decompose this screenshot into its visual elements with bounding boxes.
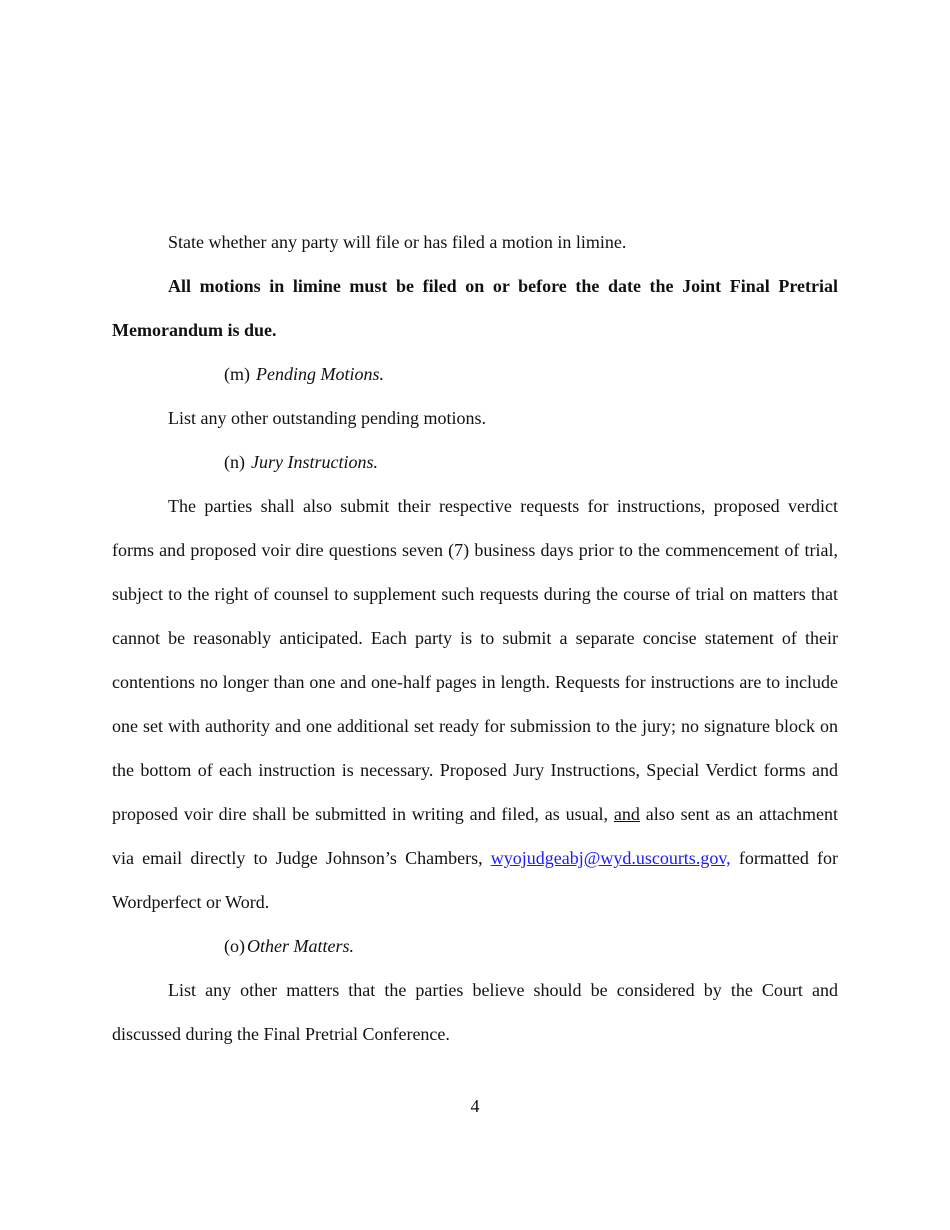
motion-in-limine-statement: State whether any party will file or has filed a motion in limine. bbox=[168, 232, 627, 252]
page-number: 4 bbox=[470, 1096, 480, 1116]
section-o-heading bbox=[112, 924, 838, 968]
section-o-body: List any other matters that the parties believe should be considered by the Court and discussed during the Final Pretrial Conference. bbox=[112, 980, 838, 1044]
section-n-body bbox=[112, 484, 838, 924]
section-m-heading bbox=[112, 352, 838, 396]
section-m-body: List any other outstanding pending motions. bbox=[168, 408, 486, 428]
chambers-email-link[interactable]: wyojudgeabj@wyd.uscourts.gov, bbox=[490, 848, 731, 868]
section-n-label: (n) bbox=[224, 452, 245, 472]
section-n-body-part1: The parties shall also submit their respective requests for instructions, proposed verdict forms and proposed voir dire questions seven (7) business days prior to the commencement of trial, subject to the right of counsel to supplement such requests during the course of trial on matters that cannot be reasonably anticipated. Each party is to submit a separate concise statement of their contentions no longer than one and one-half pages in length. Requests for instructions are to include one set with authority and one additional set ready for submission to the jury; no signature block on the bottom of each instruction is necessary. Proposed Jury Instructions, Special Verdict forms and proposed voir dire shall be submitted in writing and filed, as usual, bbox=[112, 496, 838, 824]
underlined-and: and bbox=[613, 804, 640, 824]
document-body bbox=[112, 220, 838, 1056]
section-n-body-part2: also sent as an attachment via email directly to Judge Johnson’s Chambers, bbox=[112, 804, 838, 868]
section-n-heading bbox=[112, 440, 838, 484]
section-m-title: Pending Motions. bbox=[256, 364, 384, 384]
section-o-title: Other Matters. bbox=[247, 936, 354, 956]
section-o-label: (o) bbox=[224, 936, 245, 956]
motion-in-limine-deadline: All motions in limine must be filed on or before the date the Joint Final Pretrial Memorandum is due. bbox=[112, 276, 838, 340]
section-n-body-part3: formatted for Wordperfect or Word. bbox=[112, 848, 838, 912]
section-m-label: (m) bbox=[224, 364, 250, 384]
section-n-title: Jury Instructions. bbox=[251, 452, 378, 472]
